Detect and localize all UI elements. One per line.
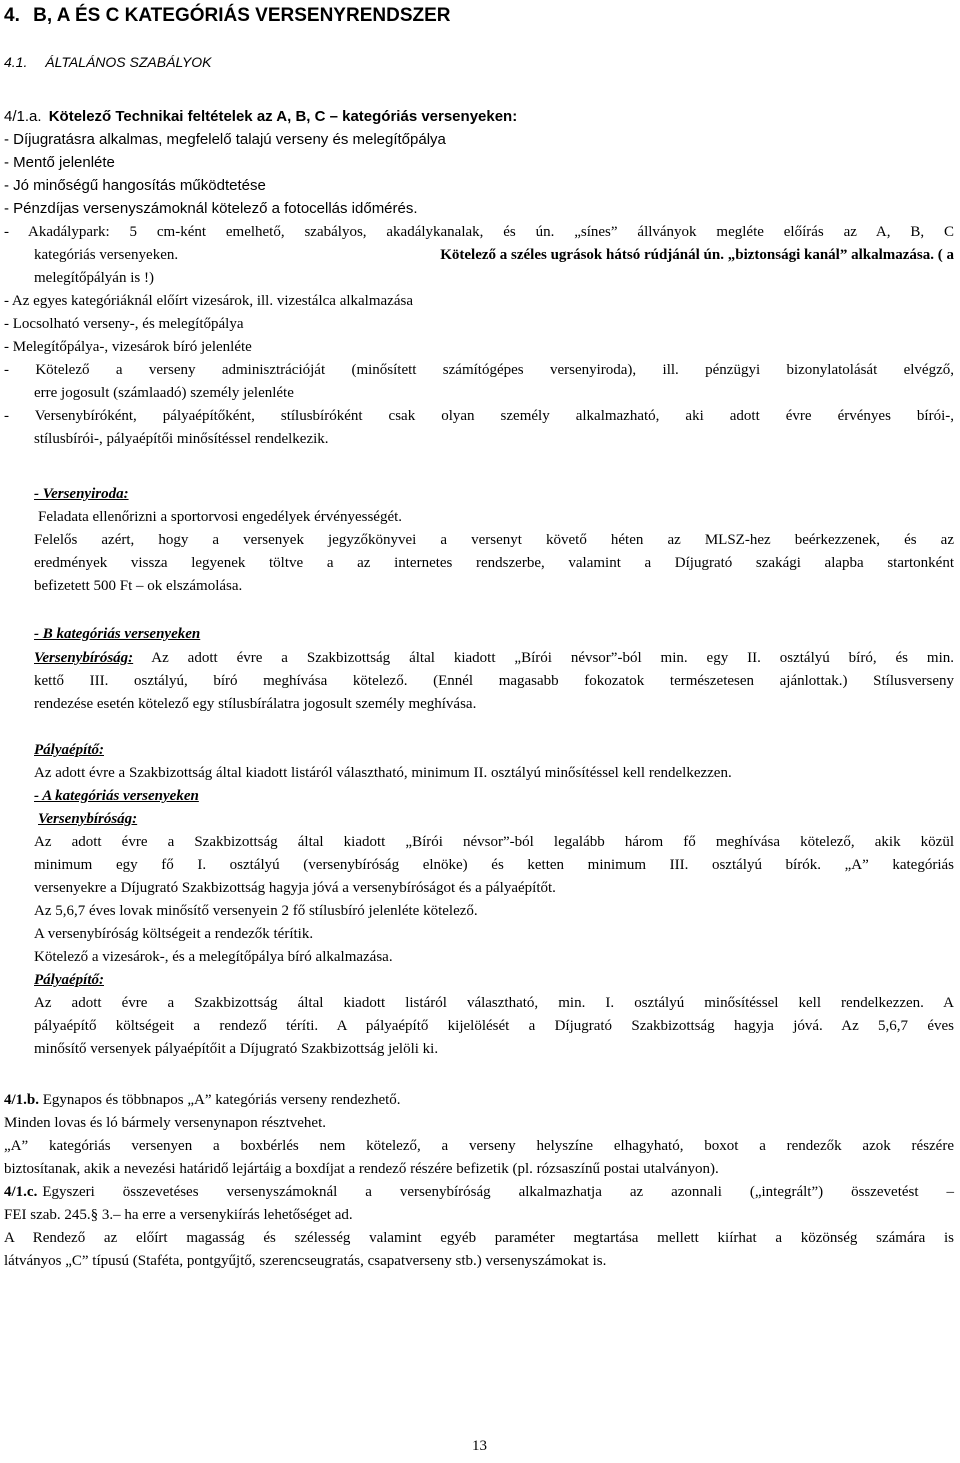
list-item: - Locsolható verseny-, és melegítőpálya — [4, 316, 244, 332]
versenyiroda-line: Feladata ellenőrizni a sportorvosi engedélyek érvényességét. — [38, 509, 403, 525]
list-item: - Az egyes kategóriáknál előírt vizesárok, ill. vizestálca alkalmazása — [4, 293, 413, 309]
s41c-second: FEI szab. 245.§ 3.– ha erre a versenykiírás lehetőséget ad. — [4, 1207, 353, 1223]
s41c-line: A Rendező az előírt magasság és szélesség valamint egyéb paraméter megtartása mellett kiírhat a közönség számára is — [4, 1230, 954, 1246]
a-pe-line: Az adott évre a Szakbizottság által kiadott listáról választható, min. I. osztályú minősítéssel kell rendelkezzen. A — [34, 995, 954, 1011]
list-item-cont: erre jogosult (számlaadó) személy jelenléte — [34, 385, 294, 401]
list-text-bold: Kötelező a széles ugrások hátsó rúdjánál ún. „biztonsági kanál” alkalmazása. ( a — [440, 247, 954, 263]
s41b-heading — [4, 1090, 401, 1110]
s41c-label: 4/1.c. — [4, 1184, 38, 1200]
section-title: ÁLTALÁNOS SZABÁLYOK — [45, 54, 212, 70]
s41a-heading — [4, 107, 517, 127]
list-item: - Mentő jelenléte — [4, 154, 115, 171]
s41c-first: Egyszeri összevetéses versenyszámoknál a versenybíróság alkalmazhatja az azonnali („integrált”) összevetést – — [42, 1184, 954, 1200]
a-pe-line: minősítő versenyek pályaépítőit a Díjugrató Szakbizottság jelöli ki. — [34, 1041, 439, 1057]
b-vb-text: Az adott évre a Szakbizottság által kiadott „Bírói névsor”-ból min. egy II. osztályú bíró, és min. — [151, 650, 954, 666]
chapter-heading — [4, 6, 451, 26]
a-vb-line: Kötelező a vizesárok-, és a melegítőpálya bíró alkalmazása. — [34, 949, 393, 965]
section-heading — [4, 52, 212, 72]
versenyiroda-line: Felelős azért, hogy a versenyek jegyzőkönyvei a versenyt követő héten az MLSZ-hez beérkezzenek, és az — [34, 532, 954, 548]
a-vb-line: Az adott évre a Szakbizottság által kiadott „Bírói névsor”-ból legalább három fő meghívása kötelező, akik közül — [34, 834, 954, 850]
s41b-line: biztosítanak, akik a nevezési határidő lejártáig a boxdíjat a rendező részére befizetik (pl. rózsaszínű postai utalványon). — [4, 1161, 719, 1177]
s41c-heading — [4, 1182, 954, 1202]
chapter-number: 4. — [4, 5, 20, 26]
b-vb-line: rendezése esetén kötelező egy stílusbírálatra jogosult személy meghívása. — [34, 696, 477, 712]
list-item-cont: stílusbírói-, pályaépítői minősítéssel rendelkezik. — [34, 431, 329, 447]
b-pe-label: Pályaépítő: — [34, 742, 104, 758]
s41b-line: Minden lovas és ló bármely versenynapon résztvehet. — [4, 1115, 326, 1131]
section-number: 4.1. — [4, 54, 28, 70]
list-item: - Versenybíróként, pályaépítőként, stílusbíróként csak olyan személy alkalmazható, aki adott évre érvényes bírói-, — [4, 408, 954, 424]
list-item: - Díjugratásra alkalmas, megfelelő talajú verseny és melegítőpálya — [4, 131, 446, 148]
a-vb-label: Versenybíróság: — [38, 811, 138, 827]
s41a-title: Kötelező Technikai feltételek az A, B, C – kategóriás versenyeken: — [48, 108, 518, 125]
s41b-line: „A” kategóriás versenyen a boxbérlés nem kötelező, a verseny helyszíne elhagyható, boxot a rendezők azok részére — [4, 1138, 954, 1154]
b-pe-line: Az adott évre a Szakbizottság által kiadott listáról választható, minimum II. osztályú minősítéssel kell rendelkezzen. — [34, 765, 732, 781]
list-item: - Melegítőpálya-, vizesárok bíró jelenléte — [4, 339, 252, 355]
versenyiroda-line: befizetett 500 Ft – ok elszámolása. — [34, 578, 243, 594]
a-vb-line: Az 5,6,7 éves lovak minősítő versenyein 2 fő stílusbíró jelenléte kötelező. — [34, 903, 478, 919]
versenyiroda-title: - Versenyiroda: — [34, 486, 129, 502]
a-pe-label: Pályaépítő: — [34, 972, 104, 988]
a-vb-line: A versenybíróság költségeit a rendezők térítik. — [34, 926, 314, 942]
a-category-title: - A kategóriás versenyeken — [34, 788, 199, 804]
s41c-line: látványos „C” típusú (Staféta, pontgyűjtő, szerencseugratás, csapatverseny stb.) versenyszámokat is. — [4, 1253, 607, 1269]
list-item: - Kötelező a verseny adminisztrációját (minősített számítógépes versenyiroda), ill. pénzügyi bizonylatolását elvégző, — [4, 362, 954, 378]
s41b-first: Egynapos és többnapos „A” kategóriás verseny rendezhető. — [42, 1092, 401, 1108]
a-pe-line: pályaépítő költségeit a rendező téríti. A pályaépítő kijelölését a Díjugrató Szakbizottság hagyja jóvá. Az 5,6,7 éves — [34, 1018, 954, 1034]
list-item-cont: melegítőpályán is !) — [34, 270, 154, 286]
b-vb-label: Versenybíróság: — [34, 650, 134, 666]
b-category-title: - B kategóriás versenyeken — [34, 626, 201, 642]
s41b-label: 4/1.b. — [4, 1092, 40, 1108]
list-text: kategóriás versenyeken. — [34, 247, 179, 263]
chapter-title: B, A ÉS C KATEGÓRIÁS VERSENYRENDSZER — [33, 5, 451, 26]
versenyiroda-line: eredmények vissza legyenek töltve a az internetes rendszerbe, valamint a Díjugrató szakági alapba startonként — [34, 555, 954, 571]
list-item: - Akadálypark: 5 cm-ként emelhető, szabályos, akadálykanalak, és ún. „sínes” állványok megléte előírás az A, B, C — [4, 224, 954, 240]
b-vb-line: kettő III. osztályú, bíró meghívása kötelező. (Ennél magasabb fokozatok természetesen ajánlottak.) Stílusverseny — [34, 673, 954, 689]
list-item: - Jó minőségű hangosítás működtetése — [4, 177, 266, 194]
a-vb-line: versenyekre a Díjugrató Szakbizottság hagyja jóvá a versenybíróságot és a pályaépítőt. — [34, 880, 556, 896]
page-number: 13 — [472, 1438, 487, 1454]
list-item: - Pénzdíjas versenyszámoknál kötelező a fotocellás időmérés. — [4, 200, 418, 217]
a-vb-line: minimum egy fő I. osztályú (versenybíróság elnöke) és ketten minimum III. osztályú bírók. „A” kategóriás — [34, 857, 954, 873]
s41a-label: 4/1.a. — [4, 108, 42, 125]
list-item-cont — [34, 245, 954, 265]
b-vb-line — [34, 648, 954, 668]
